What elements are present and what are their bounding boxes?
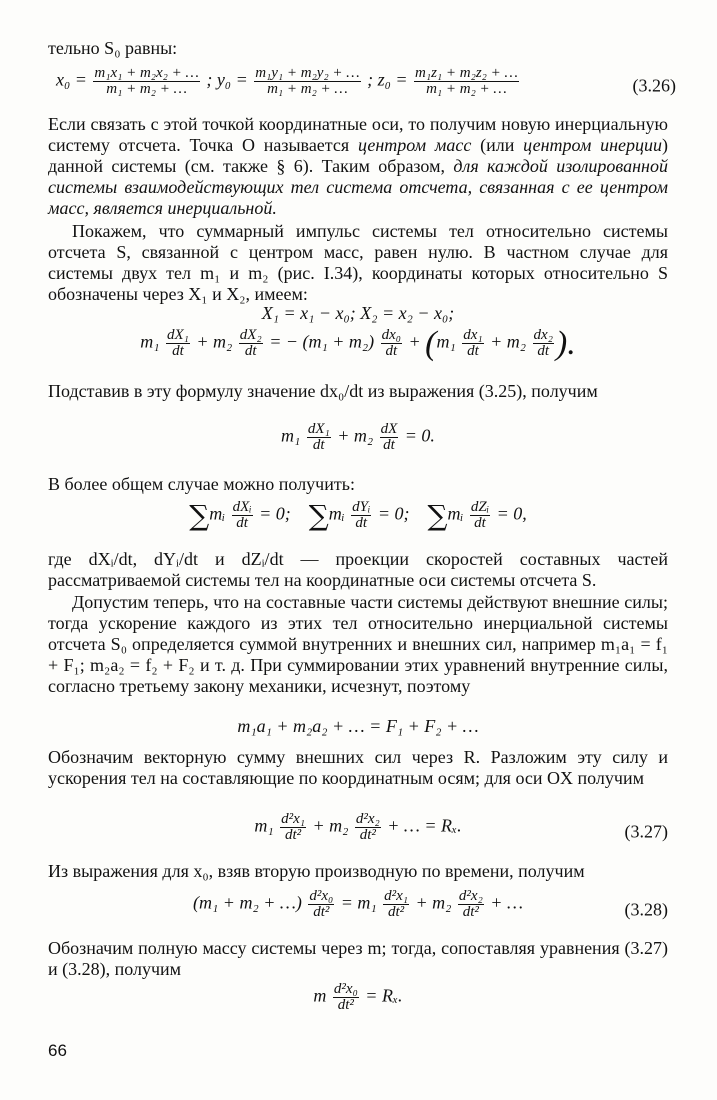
paragraph-substitution: Подставив в эту формулу значение dx₀/dt из выражения (3.25), получим [48,381,598,401]
equation-3-28: (m₁ + m₂ + …) $\frac{\text{d²x₀}}{\text{dt²}}$ = m₁ $\frac{\text{d²x₁}}{\text{dt²}}$ + m₂ $\frac{\text{d²x₂}}{\text{dt²}}$ + … (3.28) [193,888,668,920]
equation-number: (3.28) [624,899,668,920]
paragraph-general-case: В более общем случае можно получить: [48,474,355,494]
equation-sums: ∑mᵢ dXᵢ dt = 0; ∑mᵢ dYᵢ dt = 0; ∑mᵢ dZᵢ dt = 0, [189,499,527,532]
intro-line: тельно S₀ равны: [48,38,178,58]
paragraph-momentum: Покажем, что суммарный импульс системы тел относительно системы отсчета S, связанной с центром масс, равен нулю. В частном случае для системы двух тел m₁ и m₂ (рис. I.34), координаты которых относительно S обозначены через X₁ и X₂, имеем: [48,221,668,304]
equation-forces-sum: m₁a₁ + m₂a₂ + … = F₁ + F₂ + … [237,716,479,736]
page-number: 66 [48,1041,67,1060]
equation-X-coordinates: X₁ = x₁ − x₀; X₂ = x₂ − x₀; [261,303,455,323]
paragraph-projections: где dXᵢ/dt, dYᵢ/dt и dZᵢ/dt — проекции скоростей составных частей рассматриваемой системы тел на координатные оси системы отсчета S. [48,549,668,590]
equation-number: (3.26) [632,75,676,96]
paragraph-second-derivative: Из выражения для x₀, взяв вторую производную по времени, получим [48,861,585,881]
equation-3-27: m₁ $\frac{\text{d²x₁}}{\text{dt²}}$ + m₂ $\frac{\text{d²x₂}}{\text{dt²}}$ + … = Rₓ. (3.27) [254,811,668,843]
equation-final: m $\frac{\text{d²x₀}}{\text{dt²}}$ = Rₓ. [313,981,403,1013]
paragraph-vector-sum: Обозначим векторную сумму внешних сил через R. Разложим эту силу и ускорения тел на составляющие по координатным осям; для оси OX получим [48,747,668,788]
paragraph-center-of-mass: Если связать с этой точкой координатные оси, то получим новую инерциальную систему отсчета. Точка O называется центром масс (или центром инерции) данной системы (см. также § 6). Таким образом, для каждой изолированной системы взаимодействующих тел система отсчета, связанная с ее центром масс, является инерциальной. [48,114,669,218]
paragraph-total-mass: Обозначим полную массу системы через m; тогда, сопоставляя уравнения (3.27) и (3.28), получим [48,938,668,979]
paragraph-external-forces: Допустим теперь, что на составные части системы действуют внешние силы; тогда ускорение каждого из этих тел относительно инерциальной системы отсчета S₀ определяется суммой внутренних и внешних сил, например m₁a₁ = f₁ + F₁; m₂a₂ = f₂ + F₂ и т. д. При суммировании этих уравнений внутренние силы, согласно третьему закону механики, исчезнут, поэтому [48,592,668,696]
equation-zero-momentum: m₁ $\frac{\text{dX₁}}{dt}$ + m₂ $\frac{dX}{dt}$ = 0. [281,421,435,453]
equation-number: (3.27) [624,821,668,842]
equation-3-26: x₀ = $\frac{\text{m₁x₁ + m₂x₂ + …}}{\text{m₁ + m₂ + …}}$ ; y₀ = $\frac{\text{m₁y₁ + m₂y₂ + …}}{\text{m₁ + m₂ + …}}$ ; z₀ = $\frac{\text{m₁z₁ + m₂z₂ + …}}{\text{m₁ + m₂ + …}}$ (3.26) [56,65,676,97]
equation-derivatives: m₁ $\frac{\text{dX₁}}{dt}$ + m₂ $\frac{\text{dX₂}}{dt}$ = − (m₁ + m₂) $\frac{\text{dx₀}}{dt}$ + (m₁ $\frac{\text{dx₁}}{dt}$ + m₂ $\frac{\text{dx₂}}{dt}$ ). [140,325,576,362]
